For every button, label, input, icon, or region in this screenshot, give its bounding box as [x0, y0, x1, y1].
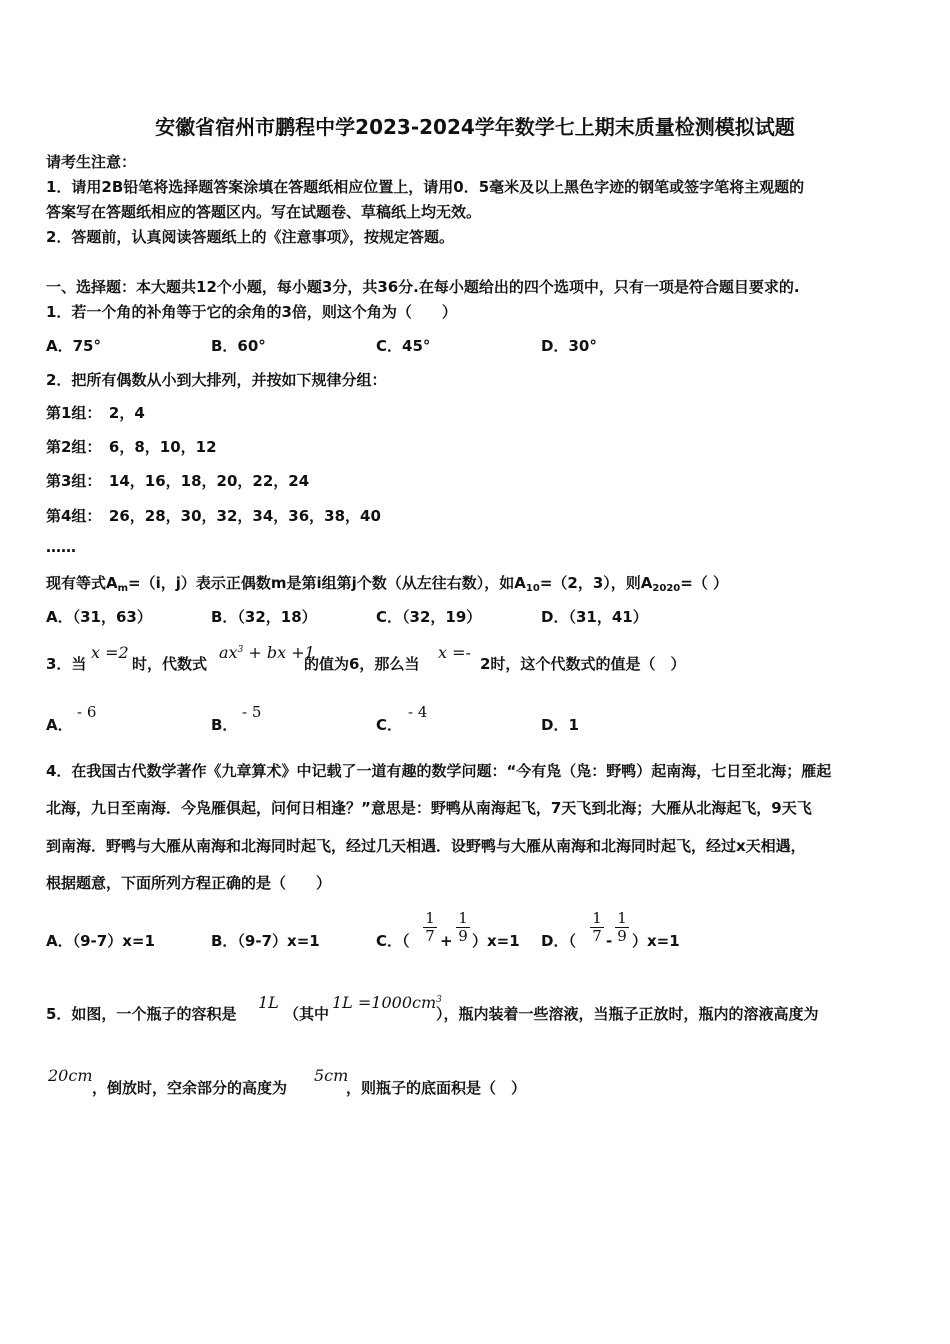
q4-d-fraction-1-9	[615, 910, 629, 945]
q2-condition-text-d: =（ ）	[680, 574, 729, 592]
fraction-denominator: 7	[425, 927, 435, 945]
q2-condition	[46, 573, 728, 593]
q3-math-x-eq-neg: x =-	[438, 643, 471, 662]
question-1-stem: 1．若一个角的补角等于它的余角的3倍，则这个角为（ ）	[46, 303, 457, 321]
fraction-numerator: 1	[590, 910, 604, 928]
q4-line-1: 4．在我国古代数学著作《九章算术》中记载了一道有趣的数学问题：“今有凫（凫：野鸭）起南海，七日至北海；雁起	[46, 762, 832, 780]
q2-group-1: 第1组： 2，4	[46, 404, 145, 422]
q1-option-a: A．75°	[46, 337, 101, 355]
q4-line-3: 到南海．野鸭与大雁从南海和北海同时起飞，经过几天相遇．设野鸭与大雁从南海和北海同时起飞，经过x天相遇，	[46, 837, 806, 855]
page-title: 安徽省宿州市鹏程中学2023-2024学年数学七上期末质量检测模拟试题	[155, 115, 795, 139]
q3-option-c-value: - 4	[408, 703, 428, 721]
q3-math-bx1: + bx +1	[243, 643, 315, 662]
q5-math-volume	[332, 994, 442, 1012]
q3-text-1: 3．当	[46, 655, 87, 673]
q3-math-ax: ax	[219, 643, 238, 662]
q3-text-2: 时，代数式	[132, 655, 208, 673]
q3-option-b-letter: B．	[211, 716, 238, 734]
q2-option-d: D．（31，41）	[541, 608, 648, 626]
q5-text-1: 5．如图，一个瓶子的容积是	[46, 1005, 237, 1023]
q2-condition-sub-10: 10	[525, 583, 540, 594]
q2-condition-text-b: =（i，j）表示正偶数m是第i组第j个数（从左往右数），如A	[128, 574, 526, 592]
q1-option-c: C．45°	[376, 337, 431, 355]
fraction-denominator: 7	[592, 927, 602, 945]
q3-math-expression	[219, 644, 315, 662]
q2-option-b: B．（32，18）	[211, 608, 317, 626]
notice-heading: 请考生注意：	[46, 153, 137, 171]
q2-condition-sub-2020: 2020	[652, 583, 681, 594]
q5-math-1L: 1L	[258, 993, 279, 1012]
q3-text-3: 的值为6，那么当	[304, 655, 420, 673]
fraction-numerator: 1	[423, 910, 437, 928]
q2-group-2: 第2组： 6，8，10，12	[46, 438, 217, 456]
q5-text-4: ，倒放时，空余部分的高度为	[92, 1079, 288, 1097]
q2-ellipsis: ……	[46, 538, 76, 556]
q1-option-d: D．30°	[541, 337, 597, 355]
notice-item-2: 2．答题前，认真阅读答题纸上的《注意事项》，按规定答题。	[46, 228, 454, 246]
notice-item-1-line-2: 答案写在答题纸相应的答题区内。写在试题卷、草稿纸上均无效。	[46, 203, 482, 221]
q3-option-a-value: - 6	[77, 703, 97, 721]
fraction-numerator: 1	[456, 910, 470, 928]
q2-condition-sub-m: m	[117, 583, 129, 594]
q2-group-4: 第4组： 26，28，30，32，34，36，38，40	[46, 507, 381, 525]
q4-c-plus: +	[440, 932, 453, 950]
q1-option-b: B．60°	[211, 337, 266, 355]
q3-option-b-value: - 5	[242, 703, 262, 721]
q5-text-5: ，则瓶子的底面积是（ ）	[346, 1079, 527, 1097]
fraction-denominator: 9	[458, 927, 468, 945]
q2-condition-text-c: =（2，3），则A	[539, 574, 653, 592]
q4-c-fraction-1-9	[456, 910, 470, 945]
q5-math-volume-base: 1L =1000cm	[332, 993, 437, 1012]
q3-math-x-eq-2: x =2	[91, 643, 129, 662]
q3-option-a-letter: A．	[46, 716, 73, 734]
q2-group-3: 第3组： 14，16，18，20，22，24	[46, 472, 310, 490]
q4-d-minus: -	[606, 932, 613, 950]
q2-condition-text-a: 现有等式A	[46, 574, 118, 592]
q4-option-a: A．（9-7）x=1	[46, 932, 155, 950]
q4-c-fraction-1-7	[423, 910, 437, 945]
q4-option-c-suffix: ）x=1	[472, 932, 520, 950]
q4-option-b: B．（9-7）x=1	[211, 932, 320, 950]
fraction-denominator: 9	[617, 927, 627, 945]
q4-d-fraction-1-7	[590, 910, 604, 945]
q5-math-volume-exponent: 3	[436, 995, 442, 1005]
q3-text-4: 2时，这个代数式的值是（ ）	[480, 655, 686, 673]
q4-option-c-prefix: C．（	[376, 932, 410, 950]
q5-text-3: ），瓶内装着一些溶液，当瓶子正放时，瓶内的溶液高度为	[436, 1005, 819, 1023]
fraction-numerator: 1	[615, 910, 629, 928]
question-2-stem: 2．把所有偶数从小到大排列，并按如下规律分组：	[46, 371, 387, 389]
q4-line-4: 根据题意，下面所列方程正确的是（ ）	[46, 874, 332, 892]
q4-option-d-suffix: ）x=1	[632, 932, 680, 950]
q2-option-c: C．（32，19）	[376, 608, 482, 626]
q4-option-d-prefix: D．（	[541, 932, 576, 950]
q4-line-2: 北海，九日至南海．今凫雁俱起，问何日相逢？”意思是：野鸭从南海起飞，7天飞到北海；大雁从北海起飞，9天飞	[46, 799, 812, 817]
notice-item-1-line-1: 1．请用2B铅笔将选择题答案涂填在答题纸相应位置上，请用0．5毫米及以上黑色字迹的钢笔或签字笔将主观题的	[46, 178, 805, 196]
q3-math-exponent: 3	[237, 645, 244, 655]
q3-option-c-letter: C．	[376, 716, 403, 734]
q5-math-5cm: 5cm	[314, 1066, 349, 1085]
section-heading: 一、选择题：本大题共12个小题，每小题3分，共36分.在每小题给出的四个选项中，只有一项是符合题目要求的.	[46, 278, 800, 296]
q5-text-2: （其中	[284, 1005, 330, 1023]
q5-math-20cm: 20cm	[48, 1066, 93, 1085]
q2-option-a: A．（31，63）	[46, 608, 152, 626]
q3-option-d: D．1	[541, 716, 579, 734]
